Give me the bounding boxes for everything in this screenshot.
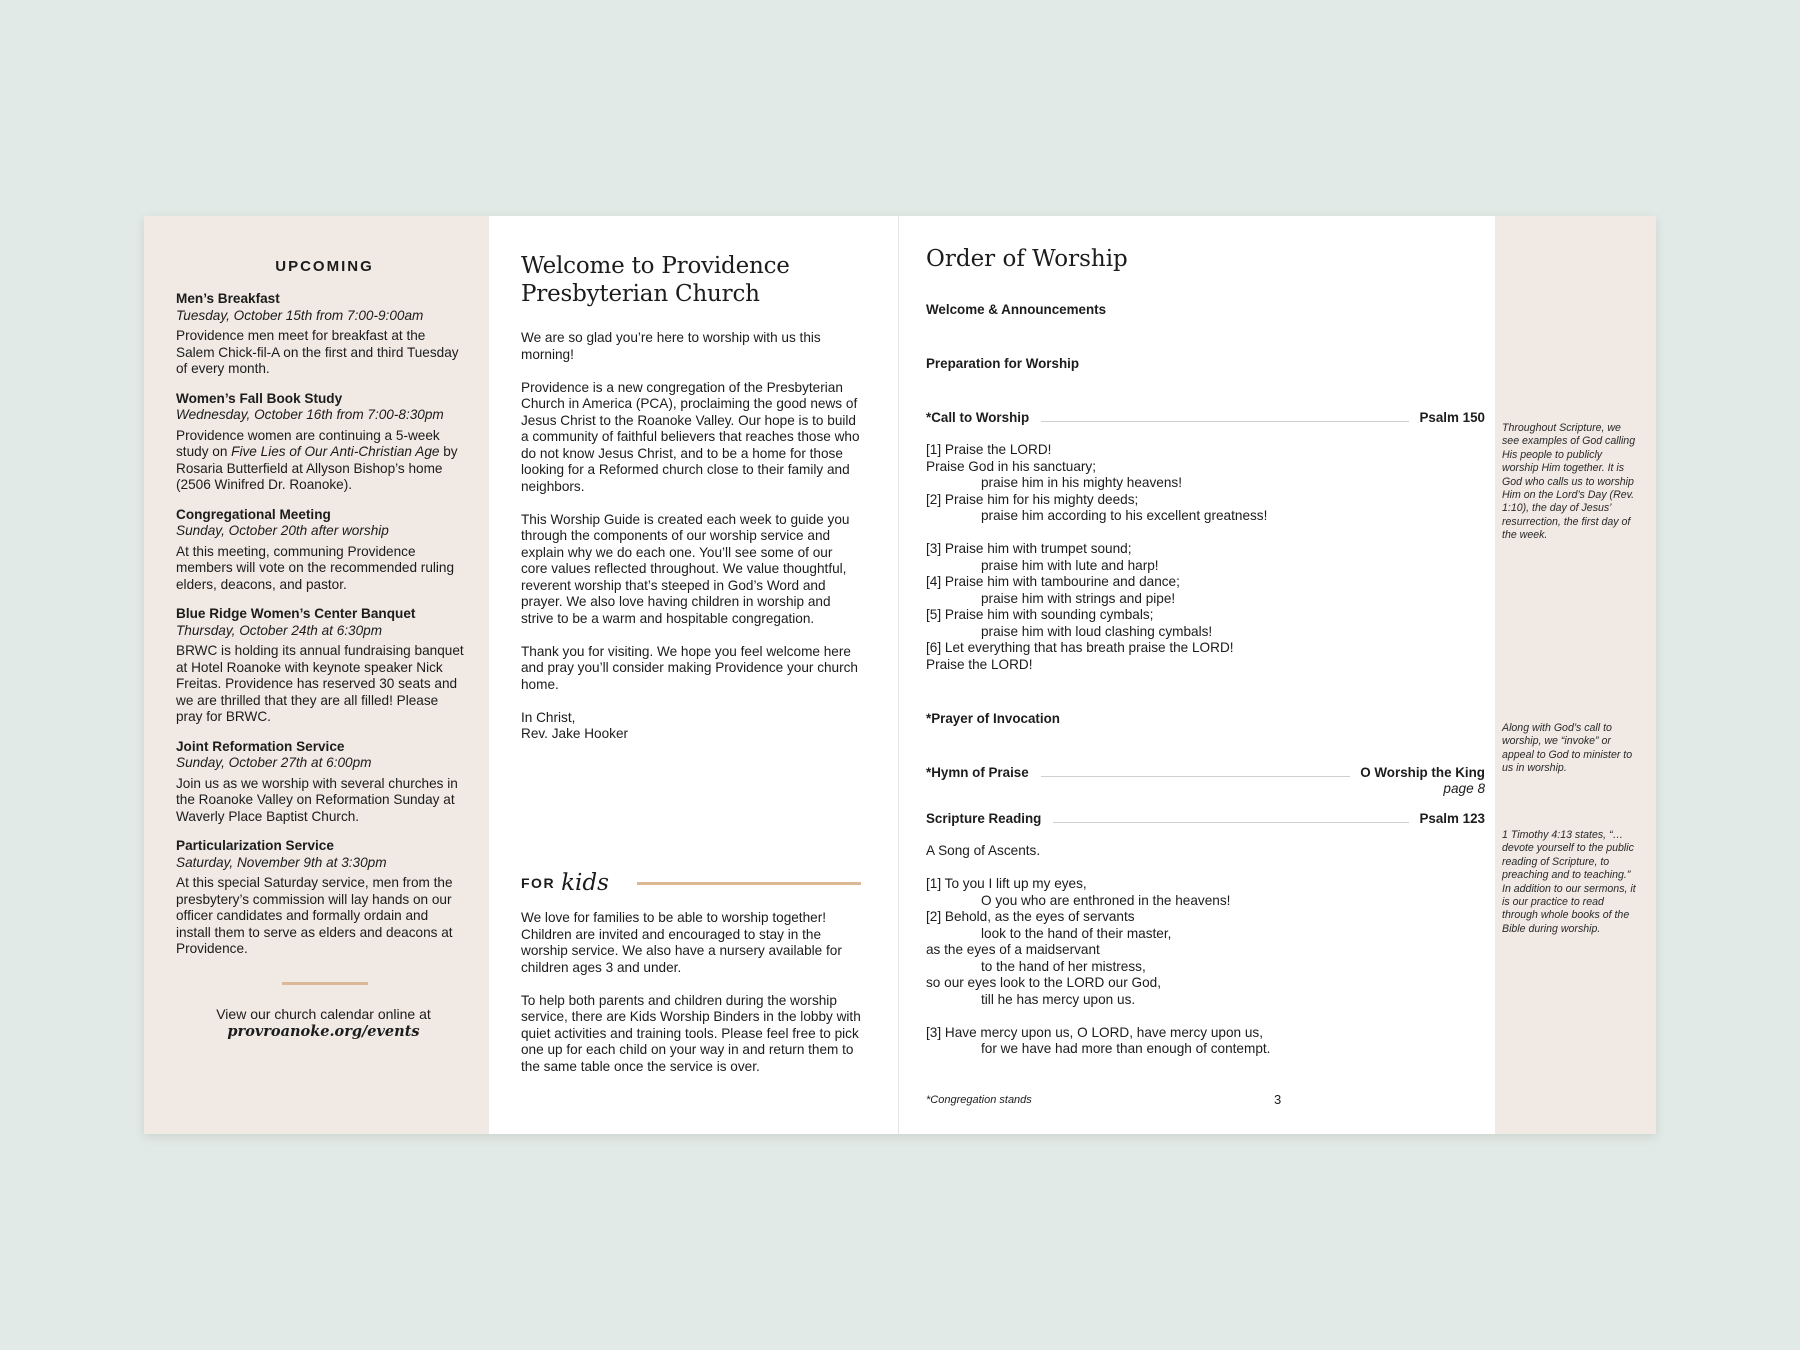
verse-line: so our eyes look to the LORD our God, [926, 975, 1161, 990]
page-number: 3 [1274, 1092, 1282, 1107]
call-to-worship-text [926, 442, 1485, 673]
verse-line: [3] Praise him with trumpet sound; [926, 541, 1132, 556]
event-date: Saturday, November 9th at 3:30pm [176, 854, 387, 870]
order-item-reference: O Worship the King [1360, 765, 1485, 780]
welcome-panel [489, 216, 899, 1134]
event-item [176, 507, 465, 594]
side-notes-panel [1495, 216, 1656, 1134]
upcoming-panel [144, 216, 489, 1134]
verse-gap [926, 1008, 1485, 1025]
event-date: Wednesday, October 16th from 7:00-8:30pm [176, 407, 444, 422]
welcome-paragraph: Providence is a new congregation of the Presbyterian Church in America (PCA), proclaiming the good news of Jesus Christ to the Roanoke Valley. Our hope is to build a community of faithful believers that reaches those who do not know Jesus Christ, and to be a home for those looking for a Reformed church close to their family and neighbors. [521, 379, 860, 494]
event-date: Tuesday, October 15th from 7:00-9:00am [176, 307, 424, 323]
leader-rule [1041, 421, 1409, 422]
welcome-paragraph: We are so glad you’re here to worship with us this morning! [521, 330, 821, 362]
verse-line: Praise God in his sanctuary; [926, 458, 1097, 474]
order-item-call-to-worship [926, 410, 1485, 426]
order-item-invocation [926, 711, 1485, 727]
verse-line: praise him in his mighty heavens! [981, 475, 1182, 490]
hymn-page-reference: page 8 [1443, 781, 1485, 796]
verse-line: [6] Let everything that has breath praise the LORD! [926, 640, 1234, 655]
verse-line: to the hand of her mistress, [981, 958, 1146, 974]
order-item-title: Scripture Reading [926, 811, 1042, 826]
kids-for-label: FOR [521, 875, 556, 891]
event-item [176, 739, 465, 826]
event-description: BRWC is holding its annual fundraising banquet at Hotel Roanoke with keynote speaker Nick Freitas. Providence has reserved 30 seats and we are thrilled that they are all filled! Please pray for BRWC. [176, 643, 464, 724]
order-item-preparation [926, 356, 1485, 372]
order-of-worship-panel [899, 216, 1495, 1134]
book-title: Five Lies of Our Anti-Christian Age [231, 444, 440, 459]
congregation-stands-note: *Congregation stands [926, 1094, 1032, 1106]
event-title: Congregational Meeting [176, 506, 331, 522]
welcome-signoff [521, 710, 860, 743]
event-item [176, 838, 465, 958]
verse-gap [926, 525, 1485, 542]
verse-gap [926, 860, 1485, 877]
event-description: At this special Saturday service, men from the presbytery’s commission will lay hands on our officer candidates and formally ordain and install them to serve as elders and deacons at Providence. [176, 875, 453, 956]
verse-line: Praise the LORD! [926, 656, 1033, 672]
verse-line: [2] Behold, as the eyes of servants [926, 909, 1135, 924]
verse-line: as the eyes of a maidservant [926, 942, 1100, 957]
order-item-title: Preparation for Worship [926, 356, 1080, 371]
event-item [176, 606, 465, 726]
event-date: Thursday, October 24th at 6:30pm [176, 622, 383, 638]
kids-body [521, 910, 866, 1092]
kids-label: kids [561, 870, 609, 896]
welcome-paragraph: This Worship Guide is created each week to guide you through the components of our worship service and explain why we do each one. You’ll see some of our core values reflected throughout. We value thoughtful, reverent worship that’s steeped in God’s Word and prayer. We also love having children in worship and strive to be a warm and hospitable congregation. [521, 511, 850, 626]
event-title: Particularization Service [176, 838, 334, 853]
order-item-title: *Prayer of Invocation [926, 711, 1060, 726]
order-item-scripture-reading [926, 811, 1485, 827]
signature: Rev. Jake Hooker [521, 726, 629, 741]
verse-line: look to the hand of their master, [981, 925, 1172, 941]
event-description: At this meeting, communing Providence members will vote on the recommended ruling elders, deacons, and pastor. [176, 543, 455, 592]
event-description: Join us as we worship with several churches in the Roanoke Valley on Reformation Sunday at Waverly Place Baptist Church. [176, 775, 458, 824]
order-item-reference: Psalm 123 [1419, 811, 1485, 826]
event-description [176, 428, 465, 494]
order-item-title: *Hymn of Praise [926, 765, 1029, 780]
kids-paragraph: To help both parents and children during the worship service, there are Kids Worship Binders in the lobby with quiet activities and training tools. Please feel free to pick one up for each child on your way in and return them to the same table once the service is over. [521, 992, 861, 1074]
event-description: Providence men meet for breakfast at the Salem Chick-fil-A on the first and third Tuesday of every month. [176, 328, 459, 376]
verse-line: till he has mercy upon us. [981, 991, 1136, 1007]
kids-paragraph: We love for families to be able to worship together! Children are invited and encouraged to stay in the worship service. We also have a nursery available for children ages 3 and under. [521, 910, 842, 975]
verse-line: O you who are enthroned in the heavens! [981, 892, 1231, 908]
welcome-paragraph: Thank you for visiting. We hope you feel welcome here and pray you’ll consider making Providence your church home. [521, 643, 858, 692]
welcome-heading: Welcome to Providence Presbyterian Church [521, 253, 790, 307]
event-title: Women’s Fall Book Study [176, 390, 343, 406]
verse-line: praise him with lute and harp! [981, 557, 1159, 573]
order-item-hymn [926, 765, 1485, 781]
verse-line: [2] Praise him for his mighty deeds; [926, 491, 1139, 507]
leader-rule [1053, 822, 1409, 823]
side-note-call-to-worship: Throughout Scripture, we see examples of God calling His people to publicly worship Him together. It is God who calls us to worship Him on the Lord’s Day (Rev. 1:10), the day of Jesus’ resurrection, the first day of the week. [1502, 422, 1636, 542]
section-divider [282, 982, 368, 985]
side-note-scripture: 1 Timothy 4:13 states, “…devote yourself to the public reading of Scripture, to preaching and to teaching.” In addition to our sermons, it is our practice to read through whole books of the Bible during worship. [1502, 829, 1636, 935]
event-description-text: by Rosaria Butterfield at Allyson Bishop’s home (2506 Winifred Dr. Roanoke). [176, 444, 458, 492]
calendar-url: provroanoke.org/events [227, 1022, 420, 1040]
order-item-reference: Psalm 150 [1419, 410, 1485, 425]
kids-header [521, 868, 861, 898]
leader-rule [1041, 776, 1351, 777]
event-date: Sunday, October 27th at 6:00pm [176, 755, 372, 770]
verse-line: A Song of Ascents. [926, 843, 1041, 858]
event-description-text: Providence women are continuing a 5-week study on [176, 427, 440, 459]
side-note-invocation: Along with God’s call to worship, we “invoke” or appeal to God to minister to us in worship. [1502, 722, 1633, 775]
calendar-note [176, 1005, 465, 1041]
event-item [176, 291, 465, 378]
closing: In Christ, [521, 709, 576, 725]
order-item-title: *Call to Worship [926, 410, 1030, 425]
kids-divider [637, 882, 861, 885]
event-title: Blue Ridge Women’s Center Banquet [176, 606, 416, 621]
event-item [176, 391, 465, 494]
verse-line: [1] To you I lift up my eyes, [926, 876, 1087, 891]
scripture-reading-text [926, 843, 1485, 1058]
verse-line: for we have had more than enough of contempt. [981, 1041, 1271, 1056]
verse-line: [3] Have mercy upon us, O LORD, have mercy upon us, [926, 1024, 1263, 1040]
order-item-welcome [926, 302, 1485, 318]
event-title: Men’s Breakfast [176, 291, 280, 306]
verse-line: [1] Praise the LORD! [926, 442, 1052, 457]
worship-guide-spread [144, 216, 1656, 1134]
order-heading: Order of Worship [926, 246, 1128, 272]
order-item-title: Welcome & Announcements [926, 302, 1107, 317]
verse-line: praise him with loud clashing cymbals! [981, 623, 1213, 639]
calendar-text: View our church calendar online at [216, 1005, 431, 1022]
verse-line: [4] Praise him with tambourine and dance; [926, 574, 1180, 589]
verse-line: praise him with strings and pipe! [981, 590, 1176, 606]
upcoming-title: UPCOMING [275, 258, 374, 275]
event-title: Joint Reformation Service [176, 738, 345, 754]
verse-line: praise him according to his excellent greatness! [981, 508, 1268, 523]
event-date: Sunday, October 20th after worship [176, 523, 389, 538]
verse-line: [5] Praise him with sounding cymbals; [926, 607, 1154, 622]
